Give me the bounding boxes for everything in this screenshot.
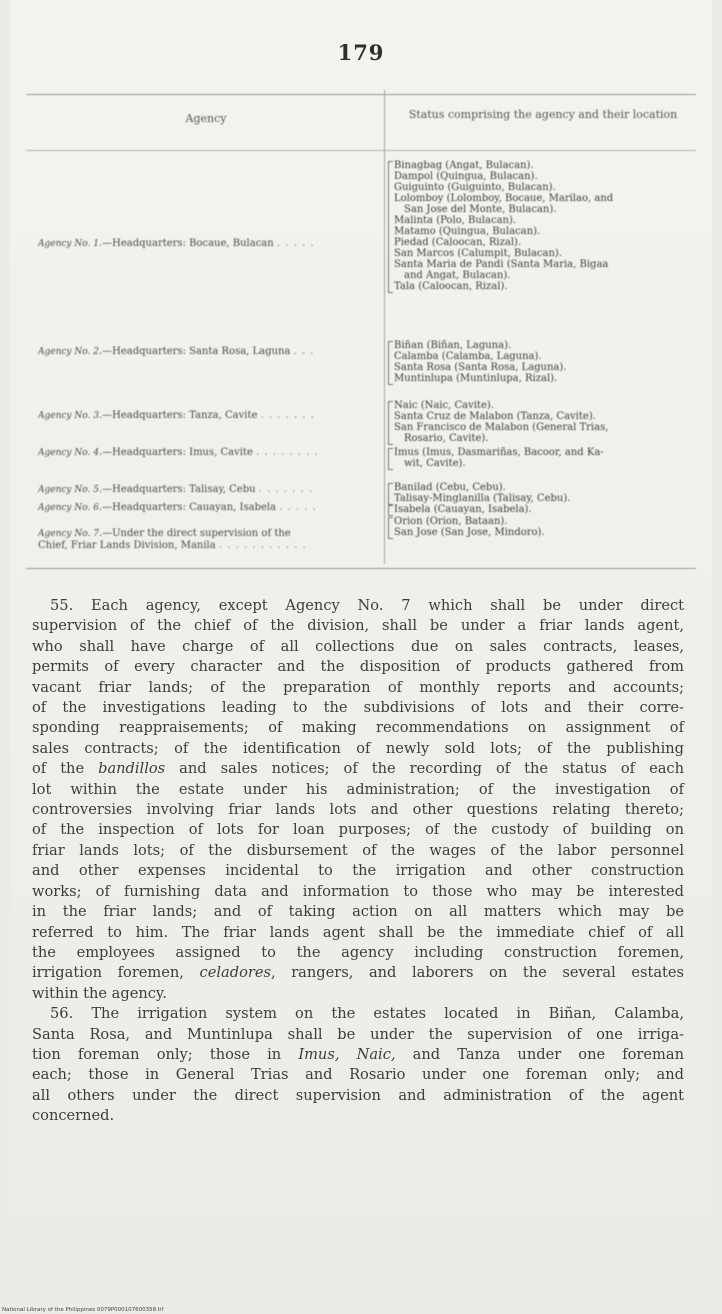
paragraph (32, 596, 684, 1004)
station-item: Matamo (Quingua, Bulacan). (394, 226, 541, 237)
agency-headquarters: .—Headquarters: Bocaue, Bulacan (98, 238, 274, 249)
text-line: permits of every character and the disposition of products gathered from (32, 658, 684, 676)
text-line: works; of furnishing data and information to those who may be interested (32, 882, 684, 900)
station-item: Santa Rosa (Santa Rosa, Laguna). (394, 362, 567, 373)
page-number: 179 (337, 40, 385, 65)
text-line: in the friar lands; and of taking action on all matters which may be (32, 903, 684, 921)
station-item: Piedad (Caloocan, Rizal). (394, 237, 522, 248)
agency-number: Agency No. 4 (38, 448, 99, 458)
station-list (394, 516, 694, 538)
station-item: Guiguinto (Guiguinto, Bulacan). (394, 182, 556, 193)
table-header-rule (26, 150, 696, 151)
station-brace (388, 505, 393, 516)
agency-entry (38, 410, 378, 422)
text-line: 55. Each agency, except Agency No. 7 which shall be under direct (50, 597, 684, 614)
agency-entry (38, 238, 378, 250)
station-item: San Jose del Monte, Bulacan). (404, 204, 557, 215)
leader-dots: . . . . . . . . . . . (218, 540, 307, 551)
agency-headquarters: .—Headquarters: Tanza, Cavite (98, 410, 258, 421)
text-line: irrigation foremen, celadores, rangers, and laborers on the several estates (32, 964, 685, 982)
text-line: within the agency. (32, 984, 167, 1002)
station-item: Orion (Orion, Bataan). (394, 516, 508, 527)
station-item: Imus (Imus, Dasmariñas, Bacoor, and Ka- (394, 447, 604, 458)
station-item: Santa Maria de Pandi (Santa Maria, Bigaa (394, 259, 609, 270)
agency-number: Agency No. 2 (38, 347, 99, 357)
table-column-divider (384, 90, 385, 564)
agency-headquarters: .—Headquarters: Talisay, Cebu (98, 484, 256, 495)
station-item: Calamba (Calamba, Laguna). (394, 351, 542, 362)
station-list (394, 482, 694, 504)
leader-dots: . . . . . . . (258, 484, 314, 495)
paragraph (32, 1004, 684, 1126)
station-item: Lolomboy (Lolomboy, Bocaue, Marilao, and (394, 193, 614, 204)
station-item: Rosario, Cavite). (404, 433, 489, 444)
agency-entry (38, 502, 378, 514)
leader-dots: . . . . . . . (260, 410, 315, 421)
text-line: of the bandillos and sales notices; of the recording of the status of each (32, 760, 684, 778)
station-item: Santa Cruz de Malabon (Tanza, Cavite). (394, 411, 596, 422)
agency-number: Agency No. 5 (38, 485, 99, 495)
station-list (394, 447, 694, 469)
station-item: Dampol (Quingua, Bulacan). (394, 171, 538, 182)
station-brace (388, 161, 393, 293)
station-item: Muntinlupa (Muntinlupa, Rizal). (394, 373, 558, 384)
station-brace (388, 341, 393, 385)
scan-credit: National Library of the Philippines 0079P000107600358.tif (2, 1307, 164, 1313)
text-line: of the inspection of lots for loan purposes; of the custody of building on (32, 821, 684, 839)
text-line: tion foreman only; those in Imus, Naic, and Tanza under one foreman (32, 1045, 684, 1063)
station-item: Malinta (Polo, Bulacan). (394, 215, 517, 226)
station-brace (388, 483, 393, 505)
agency-entry (38, 346, 378, 358)
agency-headquarters: .—Headquarters: Santa Rosa, Laguna (98, 346, 291, 357)
station-item: Isabela (Cauayan, Isabela). (394, 504, 532, 515)
agency-headquarters: .—Headquarters: Cauayan, Isabela (98, 502, 277, 513)
station-item: Talisay-Minglanilla (Talisay, Cebu). (394, 493, 571, 504)
agency-number: Agency No. 7 (38, 529, 99, 539)
station-item: San Jose (San Jose, Mindoro). (394, 527, 545, 538)
text-line: the employees assigned to the agency including construction foremen, (32, 943, 684, 961)
text-line: Santa Rosa, and Muntinlupa shall be under the supervision of one irriga- (32, 1025, 684, 1043)
text-line: all others under the direct supervision and administration of the agent (32, 1086, 684, 1104)
table-top-rule (26, 94, 696, 95)
station-item: Binagbag (Angat, Bulacan). (394, 160, 534, 171)
station-item: Biñan (Biñan, Laguna). (394, 340, 512, 351)
station-item: San Francisco de Malabon (General Trias, (394, 422, 609, 433)
body-text (32, 596, 684, 1127)
text-line: sponding reappraisements; of making recommendations on assignment of (32, 719, 684, 737)
text-line: controversies involving friar lands lots and other questions relating thereto; (32, 801, 684, 819)
leader-dots: . . . . . (279, 502, 317, 513)
column-header-stations: Status comprising the agency and their location (408, 108, 678, 121)
agency-entry (38, 447, 378, 459)
agency-number: Agency No. 6 (38, 503, 99, 513)
agency-headquarters: .—Headquarters: Imus, Cavite (98, 447, 253, 458)
text-line: lot within the estate under his administration; of the investigation of (32, 780, 684, 798)
station-list (394, 400, 694, 444)
text-line: referred to him. The friar lands agent shall be the immediate chief of all (32, 923, 684, 941)
station-item: Banilad (Cebu, Cebu). (394, 482, 506, 493)
station-brace (388, 517, 393, 539)
station-list (394, 340, 694, 384)
text-line: friar lands lots; of the disbursement of the wages of the labor personnel (32, 841, 684, 859)
agency-headquarters: .—Under the direct supervision of the (98, 528, 291, 539)
agency-entry (38, 484, 378, 496)
agency-table (26, 90, 696, 574)
column-header-agency: Agency (185, 112, 227, 125)
agency-number: Agency No. 1 (38, 239, 99, 249)
text-line: 56. The irrigation system on the estates located in Biñan, Calamba, (50, 1005, 684, 1023)
document-page (10, 0, 712, 1306)
text-line: supervision of the chief of the division, shall be under a friar lands agent, (32, 617, 684, 635)
text-line: of the investigations leading to the subdivisions of lots and their corre- (32, 699, 684, 717)
agency-number: Agency No. 3 (38, 411, 99, 421)
text-line: and other expenses incidental to the irrigation and other construction (32, 862, 684, 880)
station-item: wit, Cavite). (404, 458, 466, 469)
station-brace (388, 401, 393, 445)
text-line: sales contracts; of the identification of newly sold lots; of the publishing (32, 739, 684, 757)
leader-dots: . . . (293, 346, 315, 357)
station-brace (388, 448, 393, 470)
text-line: who shall have charge of all collections due on sales contracts, leases, (32, 637, 684, 655)
leader-dots: . . . . . . . . (256, 447, 319, 458)
station-list (394, 504, 694, 515)
table-bottom-rule (26, 568, 696, 569)
station-item: San Marcos (Calumpit, Bulacan). (394, 248, 562, 259)
text-line: concerned. (32, 1107, 115, 1125)
text-line: each; those in General Trias and Rosario under one foreman only; and (32, 1066, 684, 1084)
leader-dots: . . . . . (276, 238, 315, 249)
station-list (394, 160, 694, 292)
agency-entry (38, 528, 378, 552)
agency-headquarters-cont: Chief, Friar Lands Division, Manila (38, 540, 216, 551)
station-item: Tala (Caloocan, Rizal). (394, 281, 508, 292)
text-line: vacant friar lands; of the preparation of monthly reports and accounts; (32, 678, 684, 696)
station-item: and Angat, Bulacan). (404, 270, 511, 281)
station-item: Naic (Naic, Cavite). (394, 400, 494, 411)
